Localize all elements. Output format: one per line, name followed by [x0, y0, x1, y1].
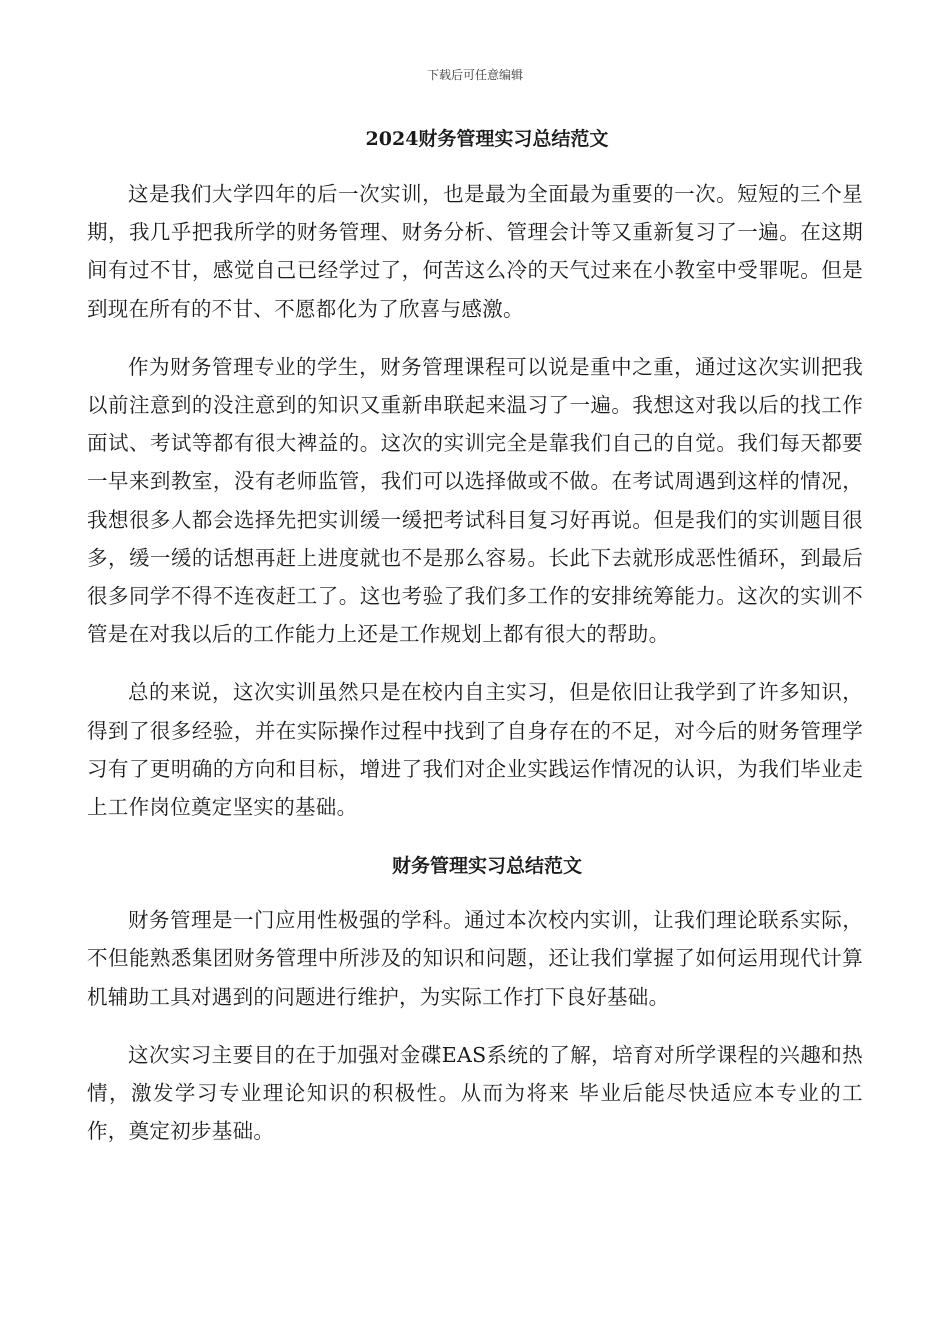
- section-2-paragraph-1: 财务管理是一门应用性极强的学科。通过本次校内实训，让我们理论联系实际，不但能熟悉集团财务管理中所涉及的知识和问题，还让我们掌握了如何运用现代计算机辅助工具对遇到的问题进行维护，为实际工作打下良好基础。: [87, 908, 863, 1009]
- section-1-paragraph-1: 这是我们大学四年的后一次实训，也是最为全面最为重要的一次。短短的三个星期，我几乎把我所学的财务管理、财务分析、管理会计等又重新复习了一遍。在这期间有过不甘，感觉自己已经学过了，何苦这么冷的天气过来在小教室中受罪呢。但是到现在所有的不甘、不愿都化为了欣喜与感激。: [87, 182, 863, 321]
- section-1-title: 2024财务管理实习总结范文: [365, 128, 609, 150]
- section-1-paragraph-2: 作为财务管理专业的学生，财务管理课程可以说是重中之重，通过这次实训把我以前注意到的没注意到的知识又重新串联起来温习了一遍。我想这对我以后的找工作面试、考试等都有很大裨益的。这次的实训完全是靠我们自己的自觉。我们每天都要一早来到教室，没有老师监管，我们可以选择做或不做。在考试周遇到这样的情况，我想很多人都会选择先把实训缓一缓把考试科目复习好再说。但是我们的实训题目很多，缓一缓的话想再赶上进度就也不是那么容易。长此下去就形成恶性循环，到最后很多同学不得不连夜赶工了。这也考验了我们多工作的安排统筹能力。这次的实训不管是在对我以后的工作能力上还是工作规划上都有很大的帮助。: [87, 354, 863, 647]
- section-1-paragraph-3: 总的来说，这次实训虽然只是在校内自主实习，但是依旧让我学到了许多知识，得到了很多经验，并在实际操作过程中找到了自身存在的不足，对今后的财务管理学习有了更明确的方向和目标，增进了我们对企业实践运作情况的认识，为我们毕业走上工作岗位奠定坚实的基础。: [87, 680, 863, 820]
- section-2-paragraph-2: 这次实习主要目的在于加强对金碟EAS系统的了解，培育对所学课程的兴趣和热情，激发学习专业理论知识的积极性。从而为将来 毕业后能尽快适应本专业的工作，奠定初步基础。: [87, 1042, 863, 1144]
- page-header-note: 下载后可任意编辑: [426, 68, 523, 82]
- section-2-title: 财务管理实习总结范文: [391, 855, 582, 878]
- document-body: [87, 118, 863, 1150]
